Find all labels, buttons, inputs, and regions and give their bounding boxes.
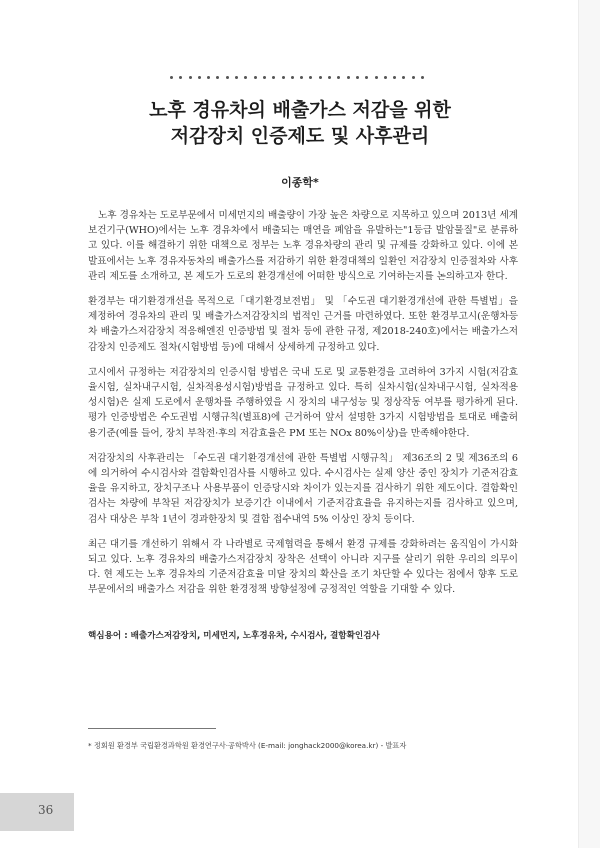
abstract-paragraph-3: 고시에서 규정하는 저감장치의 인증시험 방법은 국내 도로 및 교통환경을 고려하여 3가지 시험(저감효율시험, 실차내구시험, 실차적용성시험)방법을 규정하고 있다. 특히 실차시험(실차내구시험, 실차적용성시험)은 실제 도로에서 운행차를 주행하였을 시 장치의 내구성능 및 정상작동 여부를 평가하게 된다. 평가 인증방법은 수도권법 시행규칙(별표8)에 근거하여 앞서 설명한 3가지 시험방법을 토대로 배출허용기준(예를 들어, 장치 부착전·후의 저감효율은 PM 또는 NOx 80%이상)을 만족해야한다. <box>88 366 518 439</box>
paper-title <box>0 97 600 149</box>
keywords: 핵심용어 : 배출가스저감장치, 미세먼지, 노후경유차, 수시검사, 결함확인검사 <box>88 631 380 641</box>
abstract-paragraph-2: 환경부는 대기환경개선을 목적으로「대기환경보전법」 및 「수도권 대기환경개선에 관한 특별법」을 제정하여 경유차의 관리 및 배출가스저감장치의 법적인 근거를 마련하였다. 또한 환경부고시(운행차등차 배출가스저감장치 적응해엔진 인증방법 및 절차 등에 관한 규정, 제2018-240호)에서는 배출가스저감장치 인증제도 절차(시험방법 등)에 대해서 상세하게 규정하고 있다. <box>88 296 518 353</box>
abstract-paragraph-5: 최근 대기를 개선하기 위해서 각 나라별로 국제협력을 통해서 환경 규제를 강화하려는 움직임이 가시화되고 있다. 노후 경유차의 배출가스저감장치 장착은 선택이 아니라 지구를 살리기 위한 우리의 의무이다. 현 제도는 노후 경유차의 기준저감효율 미달 장치의 확산을 조기 차단할 수 있다는 점에서 향후 도로부문에서의 배출가스 저감을 위한 환경정책 방향설정에 긍정적인 역할을 기대할 수 있다. <box>88 538 518 596</box>
footnote: * 정회원 환경부 국립환경과학원 환경연구사·공학박사 (E-mail: jonghack2000@korea.kr) - 발표자 <box>88 741 407 750</box>
title-dot <box>272 76 275 79</box>
title-dot <box>263 76 266 79</box>
title-dot <box>198 76 201 79</box>
title-dot <box>254 76 257 79</box>
title-dot <box>300 76 303 79</box>
title-line-1: 노후 경유차의 배출가스 저감을 위한 <box>149 99 451 121</box>
title-dot <box>235 76 238 79</box>
title-dot <box>365 76 368 79</box>
author-name: 이종학* <box>281 176 319 189</box>
title-dot <box>189 76 192 79</box>
title-dot <box>291 76 294 79</box>
title-dot <box>216 76 219 79</box>
title-line-2: 저감장치 인증제도 및 사후관리 <box>170 125 430 147</box>
title-dotted-rule <box>170 76 432 80</box>
title-dot <box>356 76 359 79</box>
title-dot <box>207 76 210 79</box>
abstract-paragraph-4: 저감장치의 사후관리는 「수도권 대기환경개선에 관한 특별법 시행규칙」 제36조의 2 및 제36조의 6에 의거하여 수시검사와 결함확인검사를 시행하고 있다. 수시검사는 실제 양산 중인 장치가 기준저감효율을 유지하고, 장치구조나 사용부품이 인증당시와 차이가 있는지를 검사하기 위한 제도이다. 결함확인검사는 차량에 부착된 저감장치가 보증기간 이내에서 기준저감효율을 유지하는지를 검사하고 있으며, 검사 대상은 부착 1년이 경과한장치 및 결함 접수내역 5% 이상인 장치 등이다. <box>88 452 518 525</box>
title-dot <box>421 76 424 79</box>
title-dot <box>244 76 247 79</box>
page-number: 36 <box>38 803 54 817</box>
title-dot <box>347 76 350 79</box>
title-dot <box>375 76 378 79</box>
title-dot <box>226 76 229 79</box>
abstract-paragraph-1: 노후 경유차는 도로부문에서 미세먼지의 배출량이 가장 높은 차량으로 지목하고 있으며 2013년 세계보건기구(WHO)에서는 노후 경유차에서 배출되는 매연을 폐암을 유발하는"1등급 발암물질"로 분류하고 있다. 이를 해결하기 위한 대책으로 정부는 노후 경유차량의 관리 및 규제를 강화하고 있다. 이에 본 발표에서는 노후 경유자동차의 배출가스를 저감하기 위한 환경대책의 일환인 저감장치 인증절차와 사후관리 제도를 소개하고, 본 제도가 도로의 환경개선에 어떠한 방식으로 기여하는지를 논의하고자 한다. <box>88 210 518 282</box>
page-number-box <box>0 793 74 831</box>
title-dot <box>179 76 182 79</box>
title-dot <box>384 76 387 79</box>
title-dot <box>337 76 340 79</box>
abstract <box>88 208 518 608</box>
title-dot <box>170 76 173 79</box>
footnote-divider <box>88 728 216 729</box>
title-dot <box>393 76 396 79</box>
title-dot <box>328 76 331 79</box>
title-dot <box>402 76 405 79</box>
title-dot <box>319 76 322 79</box>
title-dot <box>282 76 285 79</box>
title-dot <box>309 76 312 79</box>
title-dot <box>412 76 415 79</box>
